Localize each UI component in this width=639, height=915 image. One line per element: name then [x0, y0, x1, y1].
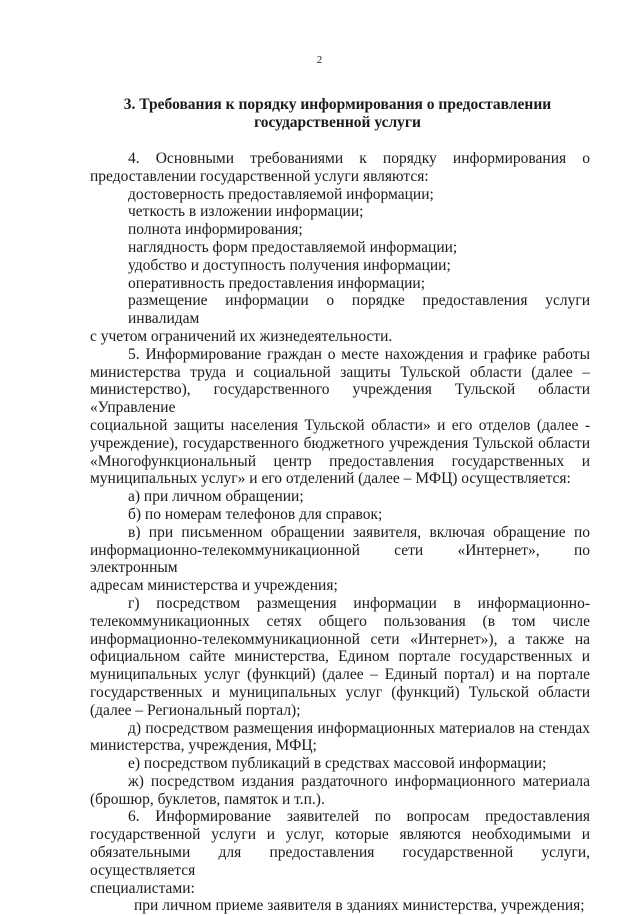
text-line: оперативность предоставления информации;	[128, 274, 426, 292]
text-line: министерства труда и социальной защиты Тульской области (далее –	[90, 363, 590, 381]
text-line: (брошюр, буклетов, памяток и т.п.).	[90, 790, 325, 808]
text-line: в) при письменном обращении заявителя, включая обращение по	[128, 523, 590, 541]
text-line: 4. Основными требованиями к порядку информирования о	[128, 150, 590, 167]
text-line: министерство), государственного учреждения Тульской области «Управление	[90, 381, 590, 417]
text-line: ж) посредством издания раздаточного информационного материала	[128, 772, 590, 790]
text-line: информационно-телекоммуникационной сети «Интернет»), а также на	[90, 630, 590, 648]
text-line: государственных и муниципальных услуг (функций) Тульской области	[90, 683, 590, 701]
text-line: «Многофункциональный центр предоставления государственных и	[90, 452, 590, 470]
text-line: а) при личном обращении;	[128, 488, 304, 506]
document-body	[90, 150, 590, 915]
text-line: г) посредством размещения информации в информационно-	[128, 594, 590, 612]
text-line: е) посредством публикаций в средствах массовой информации;	[128, 755, 547, 773]
section-heading-line-2: государственной услуги	[254, 114, 421, 131]
text-line: удобство и доступность получения информации;	[128, 256, 451, 274]
text-line: социальной защиты населения Тульской области» и его отделов (далее -	[90, 416, 590, 434]
text-line: специалистами:	[90, 879, 195, 897]
text-line: муниципальных услуг» и его отделений (далее – МФЦ) осуществляется:	[90, 470, 571, 488]
text-line: с учетом ограничений их жизнедеятельности.	[90, 327, 393, 345]
text-line: муниципальных услуг (функций) (далее – Единый портал) и на портале	[90, 666, 590, 684]
text-line: предоставлении государственной услуги являются:	[90, 167, 429, 185]
text-line: 6. Информирование заявителей по вопросам предоставления	[128, 808, 590, 826]
page-number: 2	[316, 54, 323, 66]
text-line: (далее – Региональный портал);	[90, 701, 301, 719]
text-line: официальном сайте министерства, Едином портале государственных и	[90, 648, 590, 666]
text-line: д) посредством размещения информационных материалов на стендах	[128, 719, 590, 737]
text-line: адресам министерства и учреждения;	[90, 577, 338, 595]
text-line: наглядность форм предоставляемой информации;	[128, 238, 458, 256]
text-line: учреждение), государственного бюджетного учреждения Тульской области	[90, 434, 590, 452]
section-heading	[60, 96, 615, 132]
text-line: четкость в изложении информации;	[128, 203, 364, 221]
section-heading-line-1: 3. Требования к порядку информирования о предоставлении	[123, 96, 552, 113]
text-line: обязательными для предоставления государственной услуги, осуществляется	[90, 844, 590, 879]
text-line: б) по номерам телефонов для справок;	[128, 505, 383, 523]
text-line: государственной услуги и услуг, которые являются необходимыми и	[90, 826, 590, 844]
text-line: министерства, учреждения, МФЦ;	[90, 737, 317, 755]
text-line: 5. Информирование граждан о месте нахождения и графике работы	[128, 345, 590, 363]
text-line: достоверность предоставляемой информации;	[128, 185, 434, 203]
text-line: полнота информирования;	[128, 221, 303, 239]
text-line: при личном приеме заявителя в зданиях министерства, учреждения;	[134, 897, 585, 915]
text-line: размещение информации о порядке предоставления услуги инвалидам	[128, 292, 590, 328]
text-line: телекоммуникационных сетях общего пользования (в том числе	[90, 612, 590, 630]
text-line: информационно-телекоммуникационной сети «Интернет», по электронным	[90, 541, 590, 577]
